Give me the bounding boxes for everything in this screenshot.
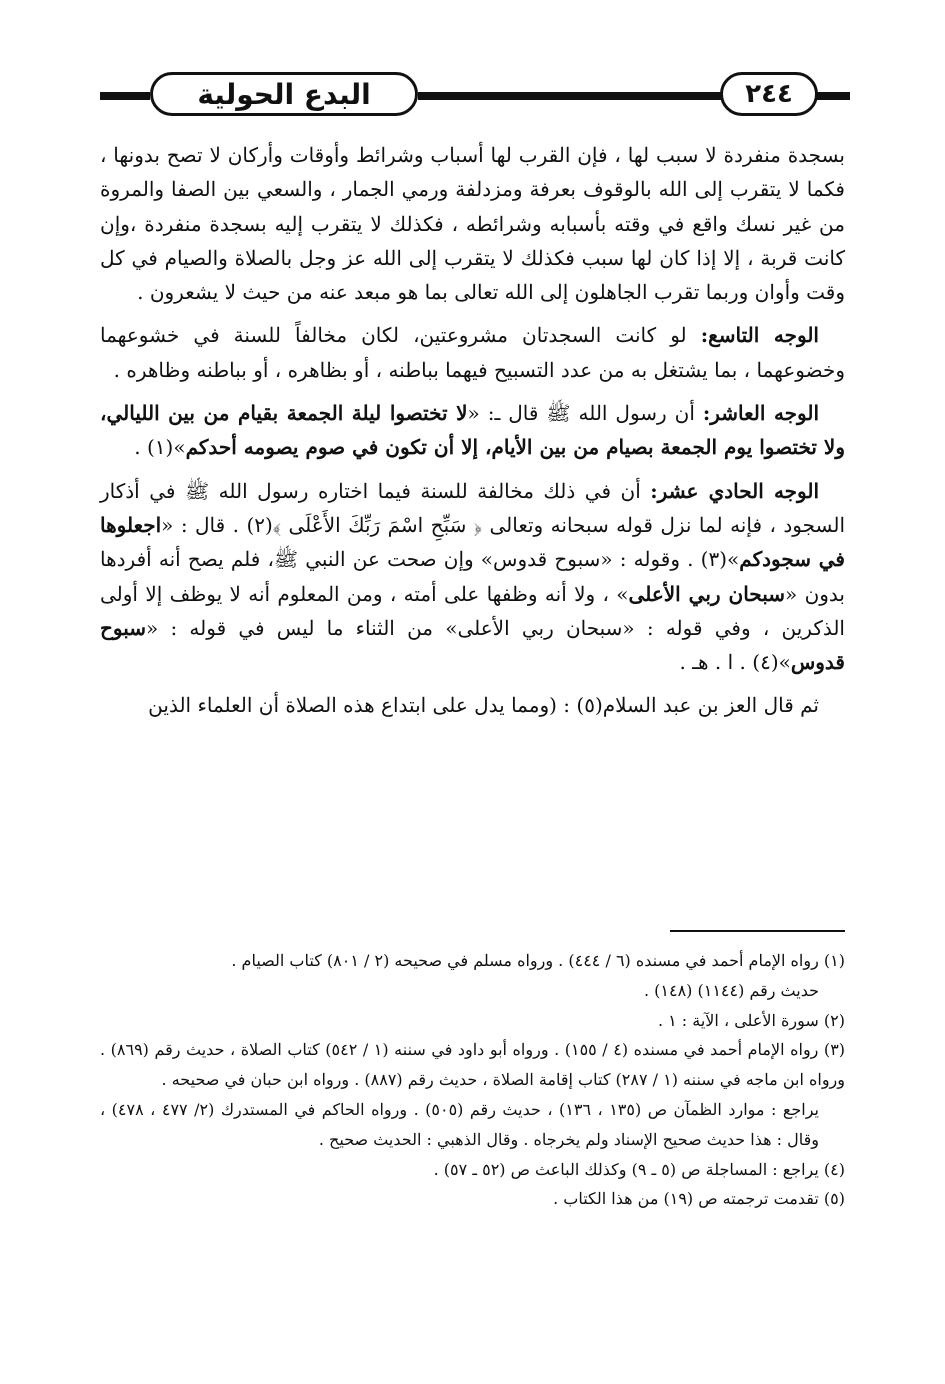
footnote-separator xyxy=(670,930,845,932)
footnote-continuation: حديث رقم (١١٤٤) (١٤٨) . xyxy=(643,980,819,1000)
footnote: (٣) رواه الإمام أحمد في مسنده (٤ / ١٥٥) . ورواه أبو داود في سننه (١ / ٥٤٢) كتاب الصلاة ، حديث رقم (٨٦٩) . ورواه ابن ماجه في سننه (١ / ٢٨٧) كتاب إقامة الصلاة ، حديث رقم (٨٨٧) . ورواه ابن حبان في صحيحه . xyxy=(100,1040,846,1090)
header-rule-left xyxy=(100,92,150,100)
section-label: الوجه العاشر: xyxy=(702,401,820,426)
footnote-continuation: يراجع : موارد الظمآن ص (١٣٥ ، ١٣٦) ، حديث رقم (٥٠٥) . ورواه الحاكم في المستدرك (٢/ ٤٧٧ ، ٤٧٨) ، وقال : هذا حديث صحيح الإسناد ولم يخرجاه . وقال الذهبي : الحديث صحيح . xyxy=(100,1099,820,1149)
footnotes xyxy=(100,946,845,1214)
paragraph: الوجه العاشر: أن رسول الله ﷺ قال ـ: «لا تختصوا ليلة الجمعة بقيام من بين الليالي، ولا تختصوا يوم الجمعة بصيام من بين الأيام، إلا أن تكون في صوم يصومه أحدكم»(١) . xyxy=(100,401,845,460)
paragraph: الوجه الحادي عشر: أن في ذلك مخالفة للسنة فيما اختاره رسول الله ﷺ في أذكار السجود ، فإنه لما نزل قوله سبحانه وتعالى ﴿ سَبِّحِ اسْمَ رَبِّكَ الأَعْلَى ﴾(٢) . قال : «اجعلوها في سجودكم»(٣) . وقوله : «سبوح قدوس» وإن صحت عن النبي ﷺ، فلم يصح أنه أفردها بدون «سبحان ربي الأعلى» ، ولا أنه وظفها على أمته ، ومن المعلوم أنه لا يوظف إلا أولى الذكرين ، وفي قوله : «سبحان ربي الأعلى» من الثناء ما ليس في قوله : «سبوح قدوس»(٤) . ا . هـ . xyxy=(100,478,846,675)
hadith-quote: اجعلوها في سجودكم xyxy=(100,512,845,572)
main-text xyxy=(100,138,845,732)
footnote: (٥) تقدمت ترجمته ص (١٩) من هذا الكتاب . xyxy=(553,1189,845,1209)
book-title: البدع الحولية xyxy=(150,72,418,116)
section-label: الوجه التاسع: xyxy=(700,323,819,348)
paragraph: الوجه التاسع: لو كانت السجدتان مشروعتين، لكان مخالفاً للسنة في خشوعهما وخضوعهما ، بما يشتغل به من عدد التسبيح فيهما بباطنه ، أو بظاهره ، أو بباطنه وظاهره . xyxy=(100,323,845,382)
footnote: (١) رواه الإمام أحمد في مسنده (٦ / ٤٤٤) . ورواه مسلم في صحيحه (٢ / ٨٠١) كتاب الصيام . xyxy=(231,951,845,970)
page-header xyxy=(100,70,845,120)
section-label: الوجه الحادي عشر: xyxy=(650,478,820,503)
page-number: ٢٤٤ xyxy=(720,72,818,116)
hadith-quote: لا تختصوا ليلة الجمعة بقيام من بين الليالي، ولا تختصوا يوم الجمعة بصيام من بين الأيام، إلا أن تكون في صوم يصومه أحدكم xyxy=(100,401,845,460)
hadith-quote: سبوح قدوس xyxy=(100,615,845,675)
paragraph: ثم قال العز بن عبد السلام(٥) : (ومما يدل على ابتداع هذه الصلاة أن العلماء الذين xyxy=(148,693,819,718)
footnote: (٢) سورة الأعلى ، الآية : ١ . xyxy=(657,1010,845,1030)
paragraph: بسجدة منفردة لا سبب لها ، فإن القرب لها أسباب وشرائط وأوقات وأركان لا تصح بدونها ، فكما لا يتقرب إلى الله بالوقوف بعرفة ومزدلفة ورمي الجمار ، والسعي بين الصفا والمروة من غير نسك واقع في وقته بأسبابه وشرائطه ، فكذلك لا يتقرب إليه بسجدة منفردة ،وإن كانت قربة ، إلا إذا كان لها سبب فكذلك لا يتقرب إلى الله عز وجل بالصلاة والصيام في كل وقت وأوان وربما تقرب الجاهلون إلى الله تعالى بما هو مبعد عنه من حيث لا يشعرون . xyxy=(100,143,845,305)
hadith-quote: سبحان ربي الأعلى xyxy=(628,581,785,606)
footnote: (٤) يراجع : المساجلة ص (٥ ـ ٩) وكذلك الباعث ص (٥٢ ـ ٥٧) . xyxy=(433,1159,845,1179)
